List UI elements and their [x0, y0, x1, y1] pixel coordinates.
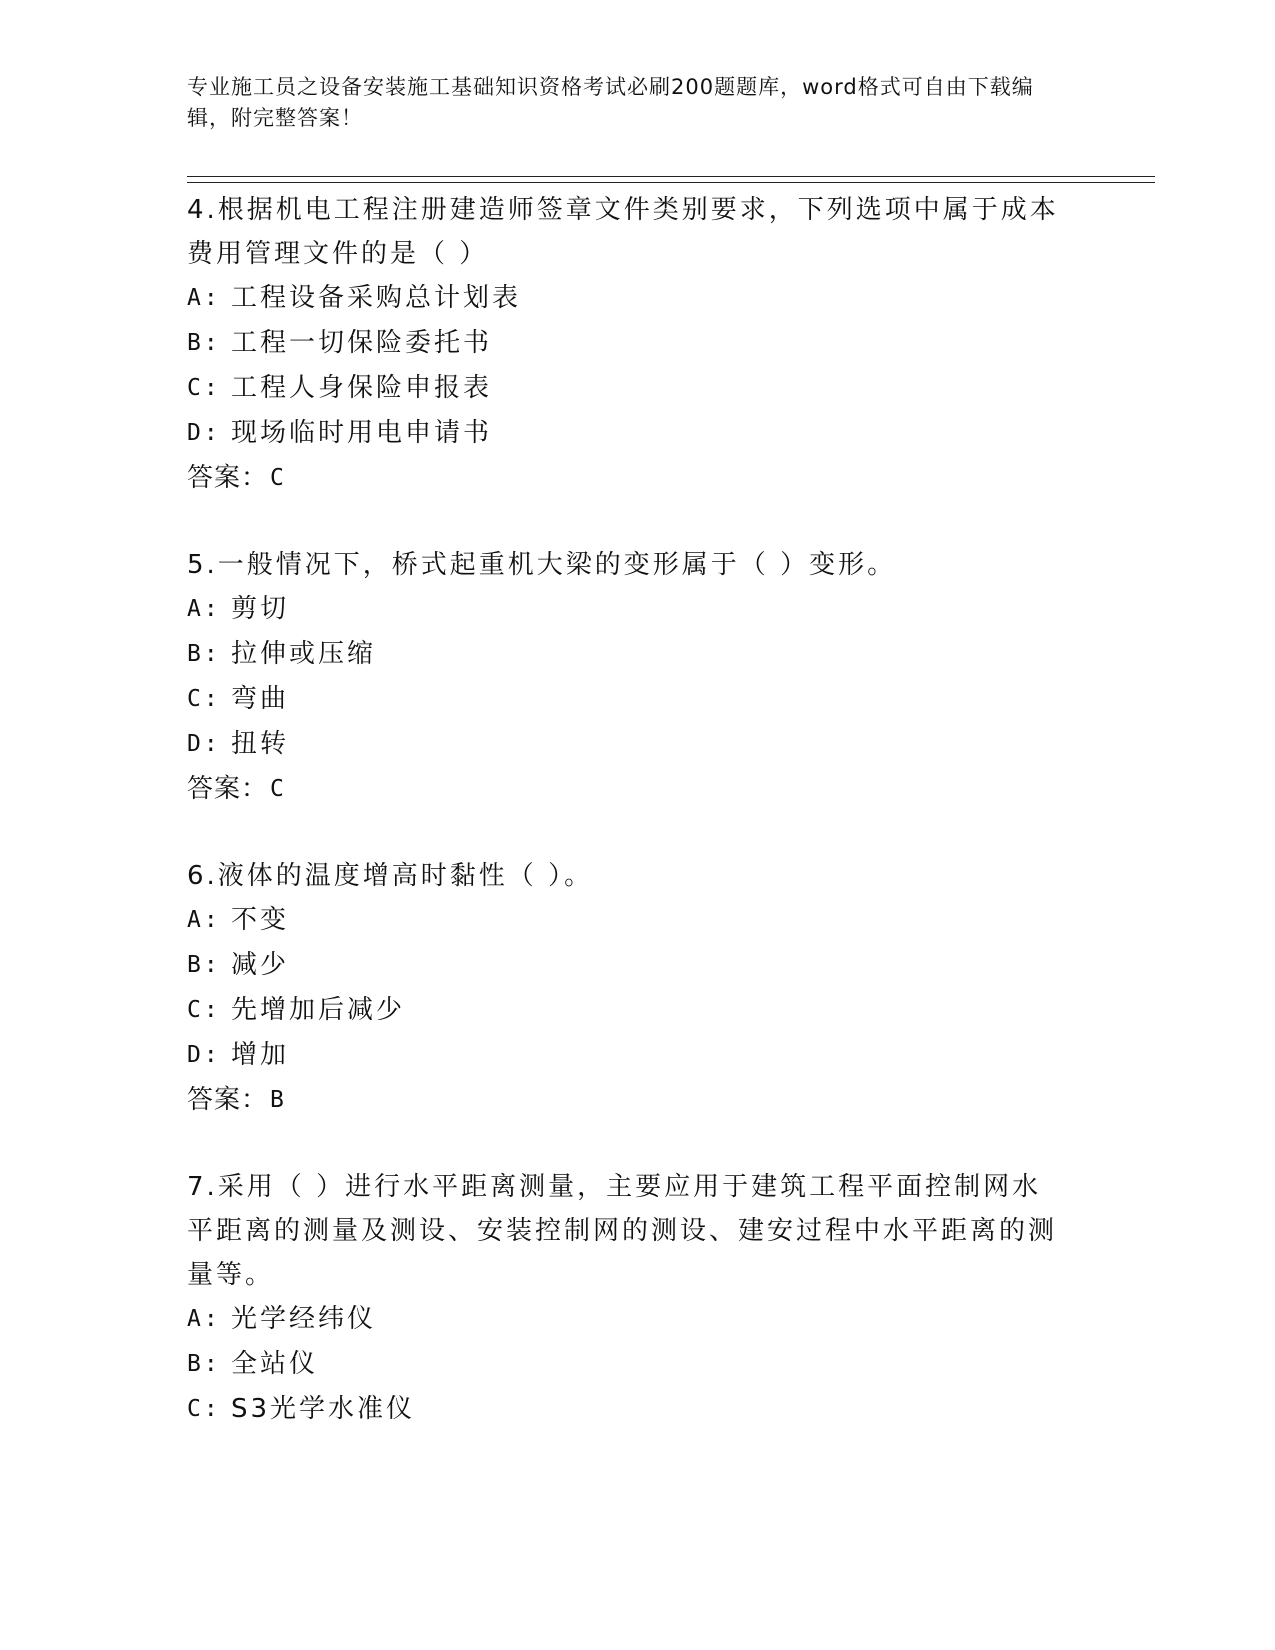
option-c — [187, 1387, 1067, 1432]
answer-value: C — [270, 465, 285, 491]
option-c — [187, 988, 1067, 1033]
option-a — [187, 1297, 1067, 1342]
option-key: C: — [187, 1396, 221, 1422]
option-a — [187, 276, 1067, 321]
option-text: S3光学水准仪 — [231, 1394, 416, 1424]
answer-value: C — [270, 776, 285, 802]
answer-line — [187, 1078, 1067, 1122]
option-key: A: — [187, 285, 221, 311]
option-d — [187, 1033, 1067, 1078]
option-text: 工程一切保险委托书 — [231, 328, 493, 358]
option-key: D: — [187, 1042, 221, 1068]
answer-label: 答案： — [187, 774, 269, 804]
answer-line — [187, 456, 1067, 500]
option-a — [187, 587, 1067, 632]
answer-label: 答案： — [187, 463, 269, 493]
option-text: 扭转 — [231, 729, 290, 759]
option-key: B: — [187, 1351, 221, 1377]
answer-value: B — [270, 1087, 285, 1113]
question-7 — [187, 1165, 1067, 1432]
option-b — [187, 632, 1067, 677]
option-d — [187, 722, 1067, 767]
option-text: 不变 — [231, 905, 290, 935]
option-key: C: — [187, 686, 221, 712]
option-text: 减少 — [231, 950, 290, 980]
option-text: 弯曲 — [231, 684, 290, 714]
answer-label: 答案： — [187, 1085, 269, 1115]
option-text: 工程设备采购总计划表 — [231, 283, 522, 313]
option-text: 现场临时用电申请书 — [231, 418, 493, 448]
option-key: C: — [187, 375, 221, 401]
option-text: 增加 — [231, 1040, 290, 1070]
option-b — [187, 1342, 1067, 1387]
question-4 — [187, 188, 1067, 500]
question-text: 7.采用（ ）进行水平距离测量，主要应用于建筑工程平面控制网水平距离的测量及测设、安装控制网的测设、建安过程中水平距离的测量等。 — [187, 1172, 1058, 1290]
header-divider-top — [187, 176, 1155, 177]
question-text: 6.液体的温度增高时黏性（ ）。 — [187, 861, 594, 891]
question-5 — [187, 543, 1067, 811]
option-key: A: — [187, 907, 221, 933]
option-key: B: — [187, 952, 221, 978]
option-key: D: — [187, 731, 221, 757]
option-text: 全站仪 — [231, 1349, 319, 1379]
header-divider-bottom — [187, 182, 1155, 183]
option-a — [187, 898, 1067, 943]
option-text: 先增加后减少 — [231, 995, 406, 1025]
option-key: C: — [187, 997, 221, 1023]
option-c — [187, 677, 1067, 722]
question-6 — [187, 854, 1067, 1122]
option-text: 工程人身保险申报表 — [231, 373, 493, 403]
document-header — [187, 72, 1077, 134]
option-key: B: — [187, 641, 221, 667]
option-d — [187, 411, 1067, 456]
option-b — [187, 943, 1067, 988]
header-text: 专业施工员之设备安装施工基础知识资格考试必刷200题题库，word格式可自由下载编辑，附完整答案！ — [187, 75, 1034, 130]
option-key: D: — [187, 420, 221, 446]
answer-line — [187, 767, 1067, 811]
option-key: A: — [187, 1306, 221, 1332]
question-text: 5.一般情况下，桥式起重机大梁的变形属于（ ）变形。 — [187, 550, 897, 580]
option-b — [187, 321, 1067, 366]
question-text: 4.根据机电工程注册建造师签章文件类别要求，下列选项中属于成本费用管理文件的是（ ） — [187, 195, 1059, 269]
option-c — [187, 366, 1067, 411]
option-text: 拉伸或压缩 — [231, 639, 377, 669]
option-key: B: — [187, 330, 221, 356]
option-key: A: — [187, 596, 221, 622]
question-list — [187, 188, 1067, 1475]
option-text: 光学经纬仪 — [231, 1304, 377, 1334]
option-text: 剪切 — [231, 594, 290, 624]
